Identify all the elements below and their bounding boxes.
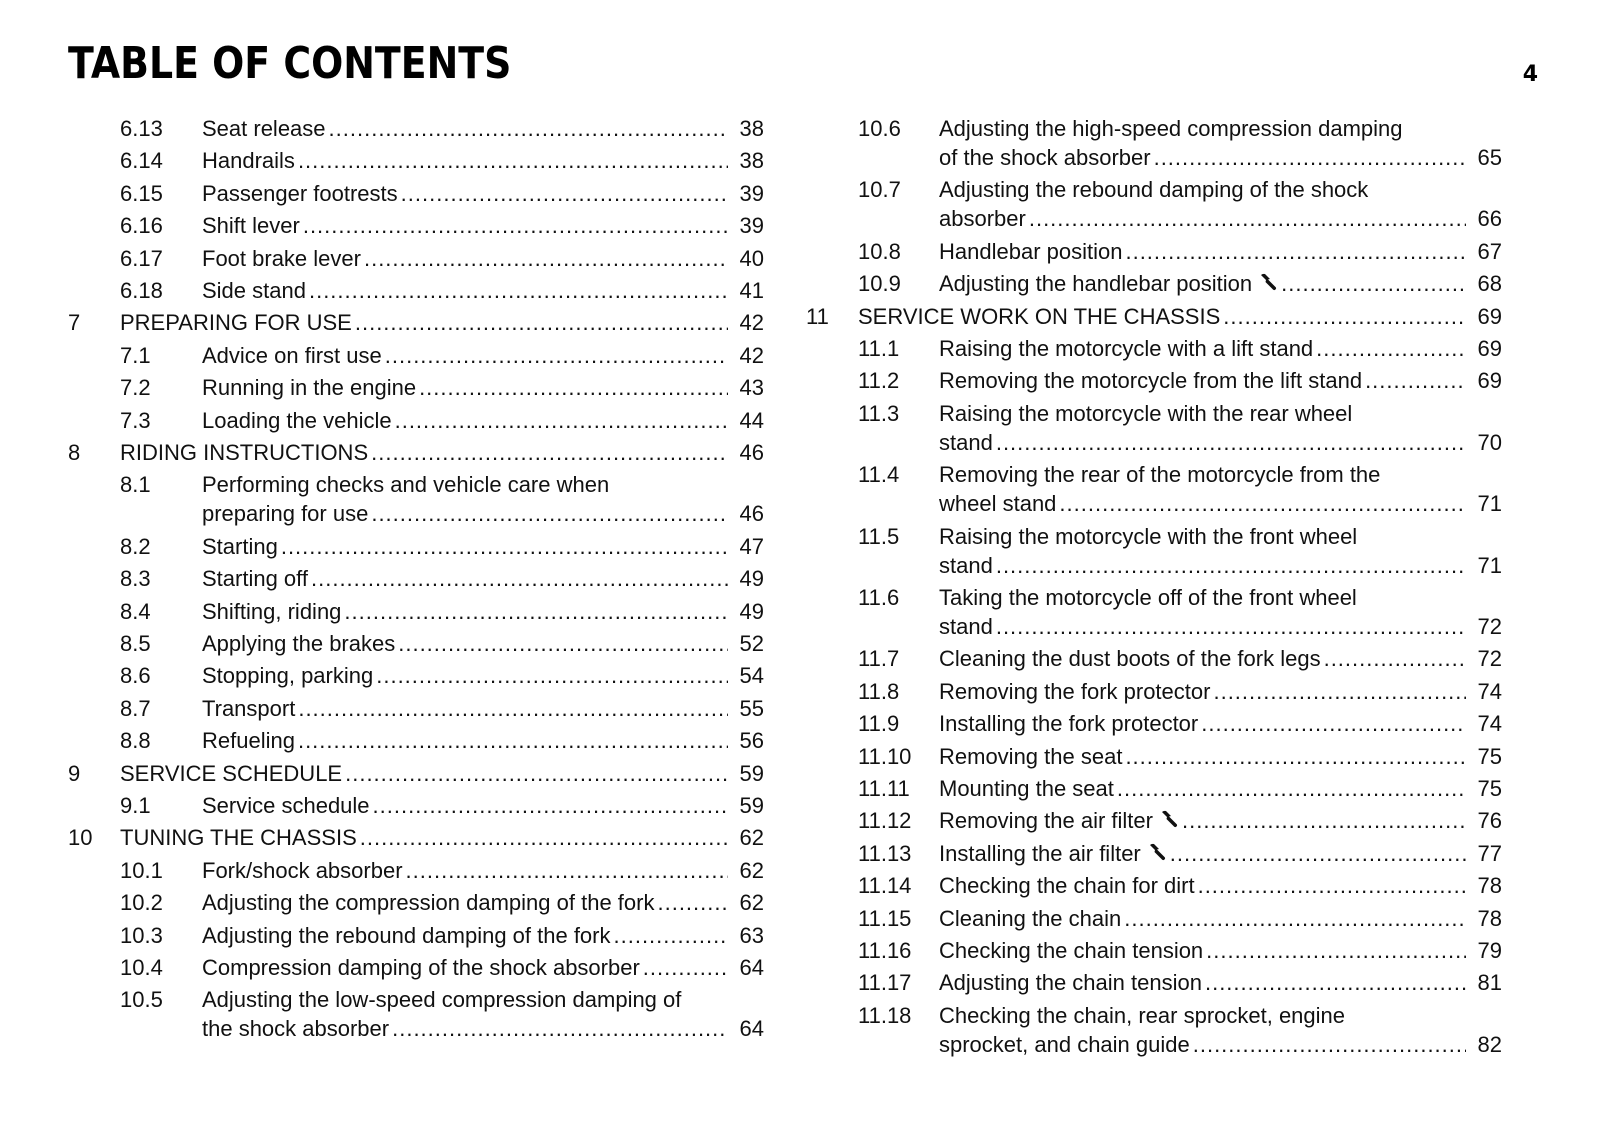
dot-leader xyxy=(395,407,728,435)
dot-leader xyxy=(281,533,728,561)
dot-leader xyxy=(1170,840,1466,868)
toc-entry-title: Adjusting the chain tension xyxy=(939,970,1202,996)
toc-entry-number: 8.3 xyxy=(120,566,151,592)
toc-entry-number: 11.7 xyxy=(858,646,900,672)
toc-entry-title: Adjusting the rebound damping of the fork xyxy=(202,922,611,948)
toc-entry-title: Taking the motorcycle off of the front wheel xyxy=(939,585,1357,610)
toc-entry-page: 65 xyxy=(1477,145,1502,170)
wrench-icon xyxy=(1147,840,1167,858)
dot-leader xyxy=(1117,775,1466,803)
toc-entry-number: 7.2 xyxy=(120,375,151,401)
toc-entry-title: Starting xyxy=(202,533,278,559)
toc-entry-page: 75 xyxy=(1477,776,1502,801)
toc-entry-title: Removing the air filter xyxy=(939,808,1153,834)
dot-leader xyxy=(376,662,728,690)
toc-entry-number: 10.1 xyxy=(120,857,163,883)
dot-leader xyxy=(309,277,728,305)
dot-leader xyxy=(1206,937,1466,965)
toc-entry-title: stand xyxy=(939,552,993,578)
toc-entry-page: 38 xyxy=(739,148,764,174)
toc-entry-page: 44 xyxy=(739,407,764,433)
toc-entry-title: Cleaning the dust boots of the fork legs xyxy=(939,646,1321,672)
toc-entry-number: 11.11 xyxy=(858,776,910,801)
toc-entry-title: Raising the motorcycle with the rear wheel xyxy=(939,400,1353,426)
toc-entry-number: 11.5 xyxy=(858,523,900,549)
toc-entry-title: the shock absorber xyxy=(202,1016,390,1042)
dot-leader xyxy=(398,630,728,658)
toc-entry-number: 6.15 xyxy=(120,180,163,206)
dot-leader xyxy=(1223,303,1466,331)
toc-entry-number: 6.14 xyxy=(120,148,163,174)
toc-entry-page: 75 xyxy=(1477,743,1502,769)
toc-entry-title: Advice on first use xyxy=(202,342,382,368)
dot-leader xyxy=(657,889,728,917)
wrench-icon xyxy=(1258,270,1278,288)
toc-entry-title: Shifting, riding xyxy=(202,598,342,624)
toc-entry-page: 78 xyxy=(1477,873,1502,899)
toc-entry-title: Checking the chain, rear sprocket, engine xyxy=(939,1002,1346,1028)
toc-entry-title: Stopping, parking xyxy=(202,663,374,689)
dot-leader xyxy=(373,792,728,820)
toc-entry-page: 62 xyxy=(739,825,764,851)
toc-entry-title: Adjusting the low-speed compression damping of xyxy=(202,987,682,1013)
toc-entry-page: 69 xyxy=(1477,303,1502,329)
toc-entry-title: Cleaning the chain xyxy=(939,905,1122,931)
toc-entry-number: 6.17 xyxy=(120,245,163,271)
toc-entry-title: SERVICE WORK ON THE CHASSIS xyxy=(858,303,1221,329)
toc-entry-title: wheel stand xyxy=(939,491,1057,517)
toc-entry-page: 40 xyxy=(739,245,764,271)
toc-entry-page: 42 xyxy=(739,342,764,368)
toc-entry-page: 82 xyxy=(1477,1031,1502,1057)
toc-entry-page: 68 xyxy=(1477,271,1502,297)
toc-entry-number: 11.3 xyxy=(858,400,900,426)
dot-leader xyxy=(1316,335,1466,363)
toc-entry-title: Adjusting the rebound damping of the shock xyxy=(939,177,1369,203)
toc-entry-page: 43 xyxy=(739,375,764,401)
toc-entry-title: TUNING THE CHASSIS xyxy=(120,825,357,851)
dot-leader xyxy=(329,115,728,143)
dot-leader xyxy=(298,695,728,723)
dot-leader xyxy=(1193,1031,1466,1059)
toc-entry-title: Checking the chain for dirt xyxy=(939,873,1195,899)
dot-leader xyxy=(1124,905,1466,933)
toc-entry-page: 69 xyxy=(1477,336,1502,361)
toc-entry-title: Raising the motorcycle with the front wheel xyxy=(939,523,1358,549)
toc-entry-number: 7.1 xyxy=(120,342,151,368)
toc-entry-page: 70 xyxy=(1477,429,1502,455)
toc-entry-page: 81 xyxy=(1477,970,1502,996)
dot-leader xyxy=(643,954,728,982)
dot-leader xyxy=(1365,367,1466,395)
toc-entry-number: 11.1 xyxy=(858,336,900,361)
dot-leader xyxy=(1201,710,1466,738)
toc-entry-number: 7 xyxy=(68,310,81,336)
toc-entry-title: Installing the air filter xyxy=(939,840,1141,866)
toc-entry-page: 67 xyxy=(1477,238,1502,264)
toc-entry-number: 11.8 xyxy=(858,678,900,704)
toc-entry-number: 11.4 xyxy=(858,462,900,488)
toc-entry-number: 10.5 xyxy=(120,987,163,1013)
toc-entry-title: stand xyxy=(939,429,993,455)
toc-entry-page: 49 xyxy=(739,598,764,624)
toc-entry-number: 6.16 xyxy=(120,213,163,239)
wrench-icon xyxy=(1159,807,1179,825)
toc-entry-number: 11.17 xyxy=(858,970,912,996)
toc-entry-number: 10.6 xyxy=(858,116,901,141)
toc-entry-number: 10.8 xyxy=(858,238,901,264)
toc-entry-page: 77 xyxy=(1477,840,1502,866)
toc-entry-page: 49 xyxy=(739,566,764,592)
toc-entry-page: 46 xyxy=(739,501,764,527)
toc-entry-page: 74 xyxy=(1477,678,1502,704)
toc-entry-page: 79 xyxy=(1477,938,1502,963)
toc-entry-title: Handrails xyxy=(202,148,295,174)
dot-leader xyxy=(385,342,728,370)
toc-entry-title: Adjusting the compression damping of the fork xyxy=(202,890,655,916)
toc-entry-page: 62 xyxy=(739,857,764,883)
toc-entry-page: 39 xyxy=(739,213,764,239)
toc-entry-title: SERVICE SCHEDULE xyxy=(120,760,343,786)
toc-entry-title: Removing the rear of the motorcycle from the xyxy=(939,462,1381,488)
dot-leader xyxy=(1059,490,1466,518)
dot-leader xyxy=(419,374,728,402)
dot-leader xyxy=(401,180,728,208)
toc-entry-number: 11.14 xyxy=(858,873,912,899)
dot-leader xyxy=(1213,678,1466,706)
dot-leader xyxy=(1029,205,1466,233)
dot-leader xyxy=(996,552,1466,580)
toc-entry-number: 10.9 xyxy=(858,271,901,297)
toc-entry-page: 69 xyxy=(1477,368,1502,394)
toc-entry-page: 66 xyxy=(1477,206,1502,232)
toc-entry-title: Removing the fork protector xyxy=(939,678,1211,704)
page-number: 4 xyxy=(1522,62,1538,87)
toc-entry-page: 52 xyxy=(739,631,764,656)
toc-entry-title: Performing checks and vehicle care when xyxy=(202,472,610,498)
dot-leader xyxy=(614,922,729,950)
toc-entry-title: Shift lever xyxy=(202,213,300,239)
toc-entry-title: absorber xyxy=(939,206,1026,232)
dot-leader xyxy=(392,1015,728,1043)
toc-entry-number: 8.7 xyxy=(120,695,151,721)
toc-entry-number: 8.6 xyxy=(120,663,151,689)
toc-entry-number: 8.5 xyxy=(120,631,151,656)
toc-entry-title: Refueling xyxy=(202,728,295,754)
toc-entry-number: 11.18 xyxy=(858,1002,912,1028)
toc-entry-number: 11.12 xyxy=(858,808,912,834)
dot-leader xyxy=(345,760,728,788)
dot-leader xyxy=(996,613,1466,641)
toc-entry-number: 11.15 xyxy=(858,905,912,931)
toc-entry-number: 10.2 xyxy=(120,890,163,916)
dot-leader xyxy=(406,857,728,885)
dot-leader xyxy=(355,309,728,337)
dot-leader xyxy=(996,429,1466,457)
dot-leader xyxy=(1182,807,1466,835)
toc-entry-title: Removing the seat xyxy=(939,743,1123,769)
toc-entry-page: 62 xyxy=(739,890,764,916)
toc-entry-number: 11.13 xyxy=(858,840,912,866)
toc-entry-number: 10.7 xyxy=(858,177,901,203)
dot-leader xyxy=(360,824,728,852)
toc-entry-page: 64 xyxy=(739,955,764,980)
toc-entry-page: 72 xyxy=(1477,614,1502,639)
toc-entry-title: Running in the engine xyxy=(202,375,417,401)
dot-leader xyxy=(298,727,728,755)
toc-entry-number: 11.9 xyxy=(858,711,900,737)
toc-entry-title: Transport xyxy=(202,695,296,721)
toc-entry-title: Starting off xyxy=(202,566,308,592)
toc-entry-title: Applying the brakes xyxy=(202,631,396,656)
toc-entry-title: Loading the vehicle xyxy=(202,407,392,433)
toc-entry-title: Raising the motorcycle with a lift stand xyxy=(939,336,1314,361)
toc-entry-page: 38 xyxy=(739,116,764,141)
toc-entry-title: PREPARING FOR USE xyxy=(120,310,352,336)
dot-leader xyxy=(1125,743,1466,771)
dot-leader xyxy=(1281,270,1466,298)
toc-entry-number: 10.3 xyxy=(120,922,163,948)
toc-entry-number: 6.13 xyxy=(120,116,163,141)
toc-entry-page: 72 xyxy=(1477,646,1502,672)
toc-entry-page: 74 xyxy=(1477,711,1502,737)
toc-entry-page: 59 xyxy=(739,760,764,786)
toc-entry-page: 46 xyxy=(739,440,764,465)
dot-leader xyxy=(311,565,728,593)
toc-entry-number: 8.4 xyxy=(120,598,151,624)
toc-entry-page: 63 xyxy=(739,922,764,948)
toc-entry-page: 64 xyxy=(739,1016,764,1042)
dot-leader xyxy=(1198,872,1466,900)
toc-entry-number: 6.18 xyxy=(120,278,163,303)
toc-entry-title: Service schedule xyxy=(202,793,370,818)
toc-entry-title: Adjusting the high-speed compression damping xyxy=(939,116,1403,141)
toc-entry-title: Removing the motorcycle from the lift stand xyxy=(939,368,1363,394)
toc-entry-title: Foot brake lever xyxy=(202,245,361,271)
toc-entry-title: Seat release xyxy=(202,116,326,141)
toc-entry-number: 11.10 xyxy=(858,743,912,769)
toc-entry-number: 7.3 xyxy=(120,407,151,433)
toc-entry-page: 47 xyxy=(739,533,764,559)
dot-leader xyxy=(303,212,728,240)
toc-entry-number: 9 xyxy=(68,760,81,786)
toc-entry-number: 8 xyxy=(68,440,81,465)
dot-leader xyxy=(1324,645,1466,673)
dot-leader xyxy=(371,439,728,467)
toc-entry-title: sprocket, and chain guide xyxy=(939,1031,1190,1057)
toc-entry-title: Passenger footrests xyxy=(202,180,398,206)
toc-entry-title: Side stand xyxy=(202,278,306,303)
toc-entry-title: Handlebar position xyxy=(939,238,1123,264)
dot-leader xyxy=(1205,969,1466,997)
dot-leader xyxy=(1154,144,1466,172)
toc-entry-page: 59 xyxy=(739,793,764,818)
toc-entry-number: 8.2 xyxy=(120,533,151,559)
toc-entry-page: 39 xyxy=(739,180,764,206)
toc-entry-title: of the shock absorber xyxy=(939,145,1151,170)
toc-entry-title: Adjusting the handlebar position xyxy=(939,271,1253,297)
toc-entry-number: 11.2 xyxy=(858,368,900,394)
page-title: TABLE OF CONTENTS xyxy=(68,38,512,89)
dot-leader xyxy=(298,147,728,175)
toc-entry-page: 71 xyxy=(1477,491,1502,517)
toc-entry-title: Checking the chain tension xyxy=(939,938,1204,963)
toc-entry-page: 56 xyxy=(739,728,764,754)
toc-entry-title: Compression damping of the shock absorber xyxy=(202,955,640,980)
toc-entry-page: 54 xyxy=(739,663,764,689)
toc-entry-title: stand xyxy=(939,614,993,639)
dot-leader xyxy=(371,500,728,528)
toc-entry-number: 10 xyxy=(68,825,93,851)
toc-entry-number: 11 xyxy=(806,303,829,329)
toc-entry-page: 78 xyxy=(1477,905,1502,931)
toc-entry-title: Installing the fork protector xyxy=(939,711,1199,737)
toc-entry-page: 42 xyxy=(739,310,764,336)
toc-entry-title: Fork/shock absorber xyxy=(202,857,403,883)
toc-entry-page: 71 xyxy=(1477,552,1502,578)
toc-entry-number: 8.1 xyxy=(120,472,151,498)
toc-entry-number: 11.6 xyxy=(858,585,900,610)
toc-entry-title: RIDING INSTRUCTIONS xyxy=(120,440,369,465)
dot-leader xyxy=(1125,238,1466,266)
dot-leader xyxy=(364,245,728,273)
toc-entry-number: 11.16 xyxy=(858,938,912,963)
toc-entry-page: 55 xyxy=(739,695,764,721)
toc-entry-number: 8.8 xyxy=(120,728,151,754)
toc-entry-page: 76 xyxy=(1477,808,1502,834)
dot-leader xyxy=(344,598,728,626)
toc-entry-title: preparing for use xyxy=(202,501,369,527)
toc-entry-number: 10.4 xyxy=(120,955,163,980)
toc-entry-title: Mounting the seat xyxy=(939,776,1114,801)
toc-entry-page: 41 xyxy=(739,278,764,303)
toc-entry-number: 9.1 xyxy=(120,793,151,818)
